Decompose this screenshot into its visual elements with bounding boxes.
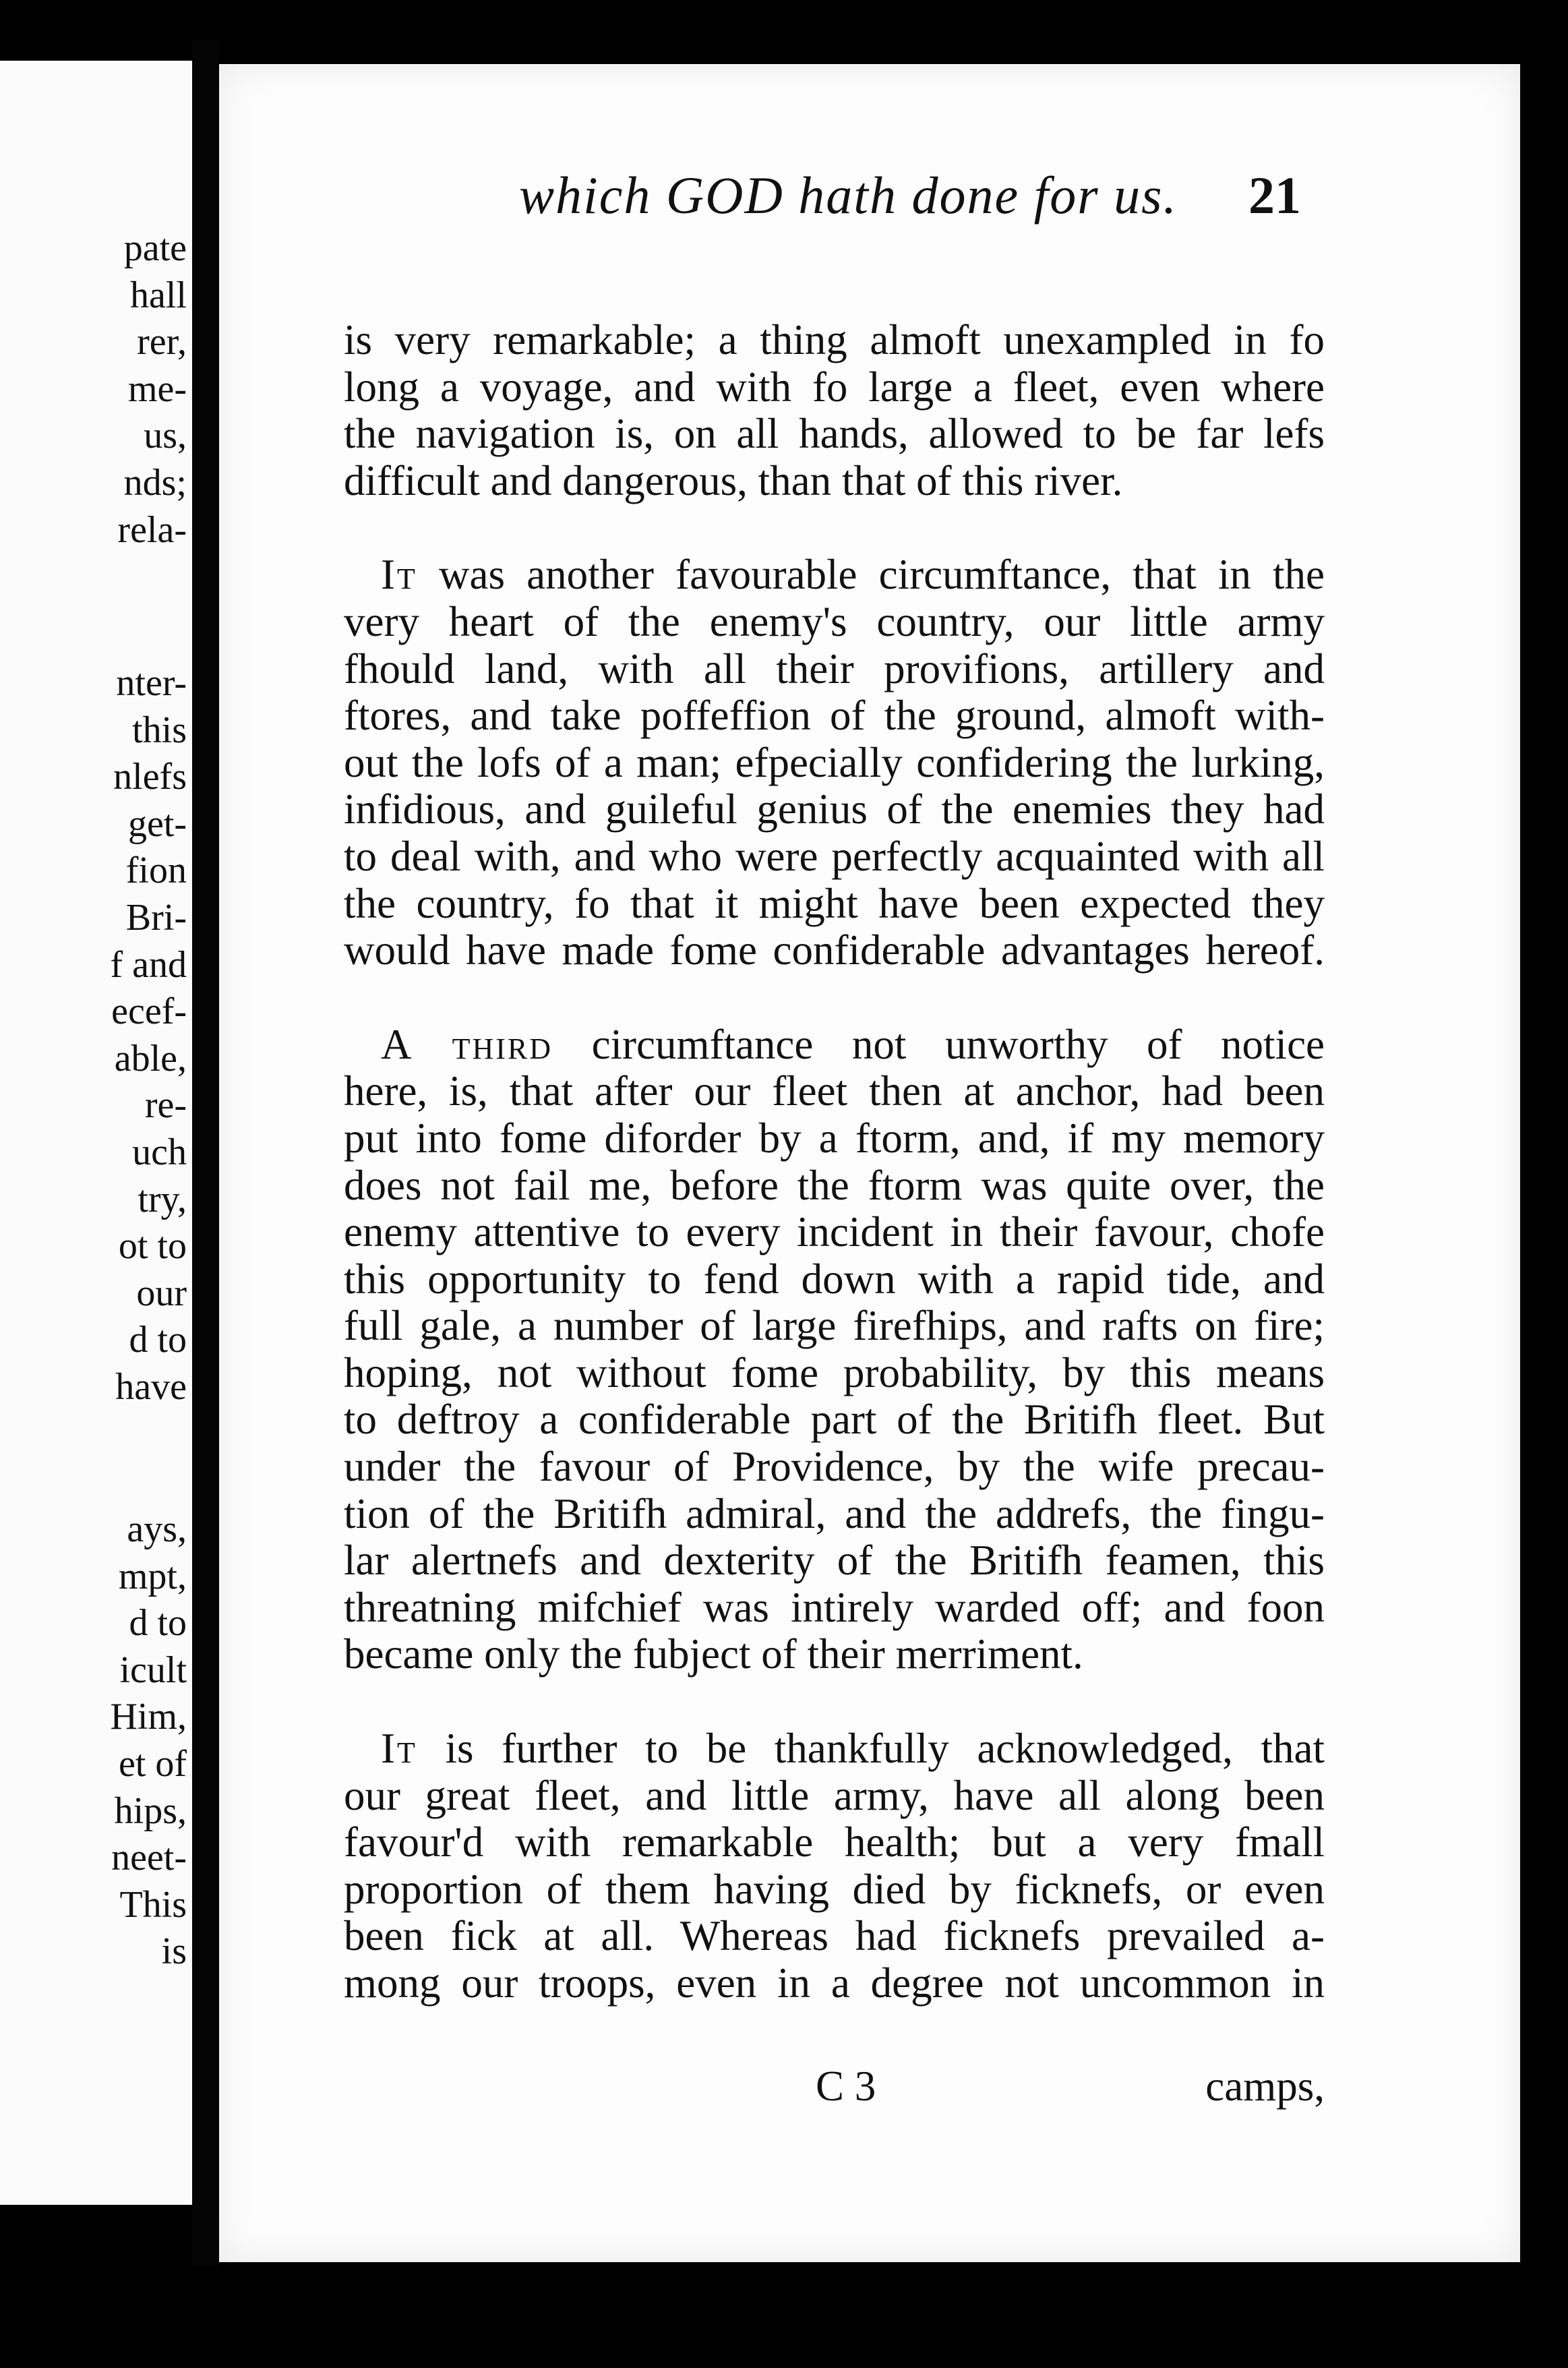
- text-line: ftores, and take poffeffion of the ground, almoft with-: [344, 692, 1325, 740]
- previous-page-fragment-text: rer,: [137, 321, 187, 363]
- previous-page-fragment-text: f and: [110, 943, 187, 986]
- text-line: here, is, that after our fleet then at anchor, had been: [344, 1067, 1325, 1115]
- text-line: out the lofs of a man; efpecially confidering the lurking,: [344, 738, 1325, 786]
- text-line: put into fome diforder by a ftorm, and, if my memory: [344, 1114, 1325, 1162]
- previous-page-fragment-text: pate: [123, 227, 187, 269]
- text-line: favour'd with remarkable health; but a very fmall: [344, 1818, 1325, 1866]
- text-line: difficult and dangerous, than that of this river.: [344, 456, 1123, 504]
- previous-page-fragment-text: re-: [144, 1084, 187, 1127]
- previous-page-fragment-text: Bri-: [125, 897, 187, 939]
- previous-page-fragment-text: d to: [129, 1602, 187, 1645]
- text-line: [344, 1725, 1325, 1773]
- text-line: long a voyage, and with fo large a fleet, even where: [344, 363, 1325, 411]
- previous-page-fragment-text: ays,: [127, 1508, 187, 1550]
- running-head: [303, 165, 1301, 239]
- text-line: this opportunity to fend down with a rapid tide, and: [344, 1255, 1325, 1303]
- previous-page-fragment-text: try,: [138, 1178, 187, 1220]
- text-line: fhould land, with all their provifions, artillery and: [344, 645, 1325, 692]
- text-line: infidious, and guileful genius of the enemies they had: [344, 786, 1325, 833]
- previous-page-fragment-text: ot to: [118, 1225, 187, 1268]
- paragraph-lead: It: [381, 551, 417, 599]
- text-line: [344, 1022, 1325, 1069]
- paragraph: [344, 552, 1325, 974]
- signature-mark: C 3: [816, 2063, 876, 2110]
- previous-page-fragment-text: get-: [127, 802, 187, 845]
- previous-page-fragment-text: fion: [125, 850, 187, 892]
- text-line: lar alertnefs and dexterity of the Britifh feamen, this: [344, 1537, 1325, 1585]
- paragraph-lead: It: [381, 1725, 417, 1773]
- text-line-rest: was another favourable circumftance, that in the: [417, 551, 1325, 599]
- previous-page-fragment-text: mpt,: [118, 1555, 187, 1597]
- text-line: to deal with, and who were perfectly acquainted with all: [344, 832, 1325, 880]
- previous-page-fragment-text: nlefs: [113, 756, 187, 798]
- previous-page-fragment-text: this: [132, 709, 187, 751]
- text-line: proportion of them having died by ficknefs, or even: [344, 1865, 1325, 1913]
- previous-page-fragment-text: ecef-: [111, 990, 187, 1033]
- previous-page-fragment-text: able,: [114, 1037, 187, 1079]
- previous-page-fragment-text: icult: [119, 1649, 187, 1691]
- book-gutter: [192, 40, 219, 2266]
- previous-page-fragment-text: is: [161, 1930, 187, 1973]
- previous-page-fragment-text: me-: [127, 367, 187, 410]
- previous-page-fragment-text: our: [136, 1272, 187, 1314]
- previous-page-fragment-text: This: [119, 1883, 187, 1926]
- previous-page-fragment-text: rela-: [117, 508, 187, 551]
- running-head-title: which GOD hath done for us.: [519, 166, 1178, 225]
- body-text: [344, 317, 1325, 2007]
- previous-page-fragment-text: et of: [118, 1743, 187, 1785]
- previous-page-fragment-text: nds;: [123, 462, 187, 504]
- text-line: would have made fome confiderable advantages hereof.: [344, 926, 1325, 974]
- text-line: mong our troops, even in a degree not uncommon in: [344, 1959, 1325, 2007]
- text-line-rest: is further to be thankfully acknowledged, that: [417, 1725, 1325, 1773]
- text-line: does not fail me, before the ftorm was quite over, the: [344, 1161, 1325, 1209]
- page-footer: [344, 2062, 1325, 2116]
- previous-page-fragment-text: hips,: [114, 1789, 187, 1832]
- text-line: tion of the Britifh admiral, and the addrefs, the fingu-: [344, 1489, 1325, 1537]
- paragraph-lead: A third: [381, 1020, 553, 1068]
- text-line: our great fleet, and little army, have all along been: [344, 1771, 1325, 1819]
- text-line: threatning mifchief was intirely warded off; and foon: [344, 1583, 1325, 1631]
- paragraph: [344, 317, 1325, 504]
- text-line: been fick at all. Whereas had ficknefs prevailed a-: [344, 1912, 1325, 1960]
- previous-page-fragment-text: nter-: [116, 662, 187, 704]
- text-line: to deftroy a confiderable part of the Britifh fleet. But: [344, 1396, 1325, 1444]
- text-line: enemy attentive to every incident in their favour, chofe: [344, 1208, 1325, 1256]
- previous-page-fragment-text: neet-: [111, 1837, 187, 1879]
- text-line: the country, fo that it might have been expected they: [344, 879, 1325, 927]
- text-line: full gale, a number of large firefhips, and rafts on fire;: [344, 1302, 1325, 1350]
- previous-page-fragment-text: Him,: [110, 1696, 187, 1738]
- previous-page-fragment-text: d to: [129, 1319, 187, 1361]
- text-line: is very remarkable; a thing almoft unexampled in fo: [344, 316, 1325, 363]
- text-line: [344, 552, 1325, 599]
- text-line-rest: circumftance not unworthy of notice: [553, 1020, 1325, 1068]
- page-number: 21: [1248, 166, 1301, 225]
- previous-page-fragment: [0, 61, 192, 2205]
- paragraph: [344, 1725, 1325, 2007]
- catchword: camps,: [1205, 2063, 1325, 2110]
- text-line: very heart of the enemy's country, our little army: [344, 597, 1325, 645]
- previous-page-fragment-text: hall: [130, 274, 187, 316]
- text-line: under the favour of Providence, by the wife precau-: [344, 1443, 1325, 1491]
- paragraph: [344, 1022, 1325, 1678]
- text-line: became only the fubject of their merriment.: [344, 1630, 1083, 1678]
- previous-page-fragment-text: us,: [144, 415, 187, 457]
- previous-page-fragment-text: have: [115, 1366, 187, 1408]
- previous-page-fragment-text: uch: [132, 1131, 187, 1173]
- text-line: hoping, not without fome probability, by this means: [344, 1349, 1325, 1396]
- text-line: the navigation is, on all hands, allowed to be far lefs: [344, 410, 1325, 458]
